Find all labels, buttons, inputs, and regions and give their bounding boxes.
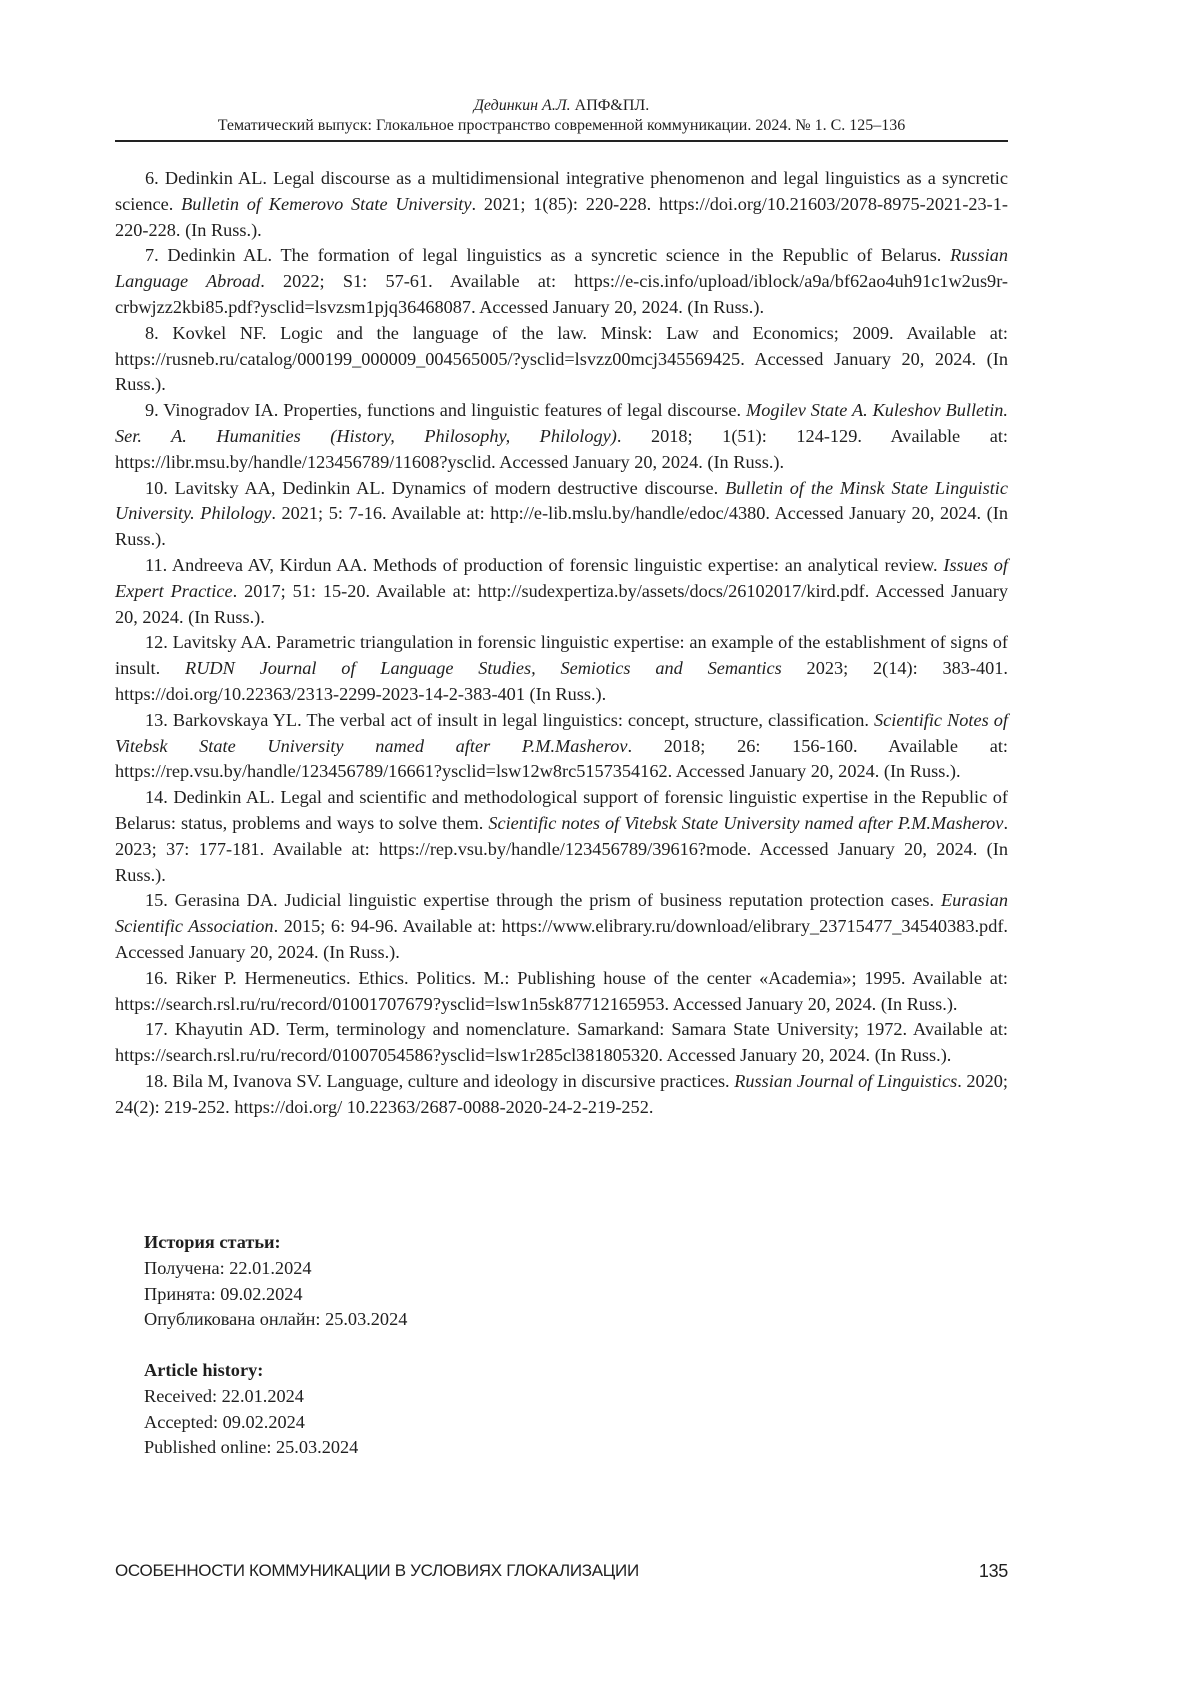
reference-journal: Eurasian Scientific Association	[115, 890, 1008, 937]
reference-journal: Scientific Notes of Vitebsk State University named after P.M.Masherov	[115, 709, 1008, 756]
reference-text: 6. Dedinkin AL. Legal discourse as a multidimensional integrative phenomenon and legal linguistics as a syncretic science.	[115, 168, 1008, 214]
reference-item	[115, 243, 1008, 320]
reference-item	[115, 398, 1008, 475]
reference-journal: Bulletin of the Minsk State Linguistic University. Philology	[115, 477, 1008, 524]
reference-list	[115, 166, 1008, 1120]
reference-journal: Bulletin of Kemerovo State University	[181, 193, 472, 214]
reference-journal: RUDN Journal of Language Studies, Semiotics and Semantics	[185, 658, 782, 679]
article-history-ru	[144, 1230, 744, 1333]
reference-details: . 2021; 1(85): 220-228. https://doi.org/10.21603/2078-8975-2021-23-1-220-228. (In Russ.).	[115, 193, 1008, 240]
history-ru-title: История статьи:	[144, 1232, 281, 1252]
reference-text: 12. Lavitsky AA. Parametric triangulation in forensic linguistic expertise: an example of the establishment of signs of insult.	[115, 632, 1008, 679]
reference-details: . 2022; S1: 57-61. Available at: https://e-cis.info/upload/iblock/a9a/bf62ao4uh91c1w2us9r-crbwjzz2kbi85.pdf?ysclid=lsvzsm1pjq36468087. Accessed January 20, 2024. (In Russ.).	[115, 271, 1009, 317]
reference-item	[115, 630, 1008, 707]
reference-journal: Russian Language Abroad	[115, 245, 1008, 292]
reference-item	[115, 321, 1008, 398]
reference-details: . 2015; 6: 94-96. Available at: https://www.elibrary.ru/download/elibrary_23715477_34540383.pdf. Accessed January 20, 2024. (In Russ.).	[115, 916, 1008, 962]
history-ru-published: Опубликована онлайн: 25.03.2024	[144, 1309, 408, 1330]
reference-details: . 2023; 37: 177-181. Available at: https://rep.vsu.by/handle/123456789/39616?mode. Accessed January 20, 2024. (In Russ.).	[115, 812, 1009, 885]
reference-text: 15. Gerasina DA. Judicial linguistic expertise through the prism of business reputation protection cases.	[145, 890, 941, 911]
history-en-title: Article history:	[144, 1360, 264, 1380]
running-head-issue-line: Тематический выпуск: Глокальное пространство современной коммуникации. 2024. № 1. С. 125–136	[217, 117, 906, 134]
reference-journal: Russian Journal of Linguistics	[734, 1070, 958, 1091]
reference-item	[115, 1017, 1008, 1069]
reference-details: . 2020; 24(2): 219-252. https://doi.org/ 10.22363/2687-0088-2020-24-2-219-252.	[115, 1070, 1008, 1117]
reference-item	[115, 166, 1008, 243]
reference-details: . 2018; 26: 156-160. Available at: https://rep.vsu.by/handle/123456789/16661?ysclid=lsw12w8rc5157354162. Accessed January 20, 2024. (In Russ.).	[115, 735, 1008, 782]
running-head	[115, 96, 1008, 136]
article-history-en	[144, 1358, 744, 1461]
history-ru-accepted: Принята: 09.02.2024	[144, 1283, 303, 1304]
reference-details: 2023; 2(14): 383-401. https://doi.org/10.22363/2313-2299-2023-14-2-383-401 (In Russ.).	[115, 658, 1009, 704]
reference-item	[115, 966, 1008, 1018]
reference-text: 17. Khayutin AD. Term, terminology and nomenclature. Samarkand: Samara State University; 1972. Available at: https://search.rsl.ru/ru/record/01007054586?ysclid=lsw1r285cl381805320. Accessed January 20, 2024. (In Russ.).	[115, 1019, 1008, 1066]
history-en-received: Received: 22.01.2024	[144, 1385, 304, 1406]
reference-text: 13. Barkovskaya YL. The verbal act of insult in legal linguistics: concept, structure, classification.	[145, 709, 875, 730]
reference-text: 7. Dedinkin AL. The formation of legal linguistics as a syncretic science in the Republic of Belarus.	[145, 245, 951, 266]
reference-journal: Issues of Expert Practice	[115, 554, 1009, 601]
reference-text: 18. Bila M, Ivanova SV. Language, culture and ideology in discursive practices.	[145, 1070, 735, 1091]
history-ru-received: Получена: 22.01.2024	[144, 1257, 312, 1278]
reference-item	[115, 888, 1008, 965]
reference-journal: Mogilev State A. Kuleshov Bulletin. Ser. A. Humanities (History, Philosophy, Philology)	[115, 400, 1009, 446]
reference-item	[115, 553, 1008, 630]
reference-details: . 2017; 51: 15-20. Available at: http://sudexpertiza.by/assets/docs/26102017/kird.pdf. Accessed January 20, 2024. (In Russ.).	[115, 580, 1008, 627]
footer-section-title: ОСОБЕННОСТИ КОММУНИКАЦИИ В УСЛОВИЯХ ГЛОКАЛИЗАЦИИ	[115, 1561, 639, 1580]
running-head-journal: АПФ&ПЛ.	[574, 97, 650, 114]
reference-item	[115, 476, 1008, 553]
reference-item	[115, 1069, 1008, 1121]
reference-details: . 2021; 5: 7-16. Available at: http://e-lib.mslu.by/handle/edoc/4380. Accessed January 20, 2024. (In Russ.).	[115, 503, 1008, 550]
reference-item	[115, 785, 1008, 888]
history-en-accepted: Accepted: 09.02.2024	[144, 1411, 305, 1432]
reference-text: 10. Lavitsky AA, Dedinkin AL. Dynamics of modern destructive discourse.	[145, 477, 726, 498]
reference-journal: Scientific notes of Vitebsk State University named after P.M.Masherov	[488, 812, 1004, 833]
page-number: 135	[978, 1561, 1008, 1581]
reference-details: . 2018; 1(51): 124-129. Available at: https://libr.msu.by/handle/123456789/11608?ysclid. Accessed January 20, 2024. (In Russ.).	[115, 425, 1008, 472]
reference-text: 16. Riker P. Hermeneutics. Ethics. Politics. M.: Publishing house of the center «Academia»; 1995. Available at: https://search.rsl.ru/ru/record/01001707679?ysclid=lsw1n5sk87712165953. Accessed January 20, 2024. (In Russ.).	[115, 967, 1008, 1014]
history-en-published: Published online: 25.03.2024	[144, 1437, 359, 1458]
running-head-author: Дединкин А.Л.	[473, 97, 571, 114]
reference-text: 11. Andreeva AV, Kirdun AA. Methods of production of forensic linguistic expertise: an analytical review.	[145, 554, 944, 575]
header-divider	[115, 140, 1008, 142]
running-head-line-1	[115, 96, 1008, 116]
reference-text: 9. Vinogradov IA. Properties, functions and linguistic features of legal discourse.	[145, 400, 746, 421]
reference-text: 8. Kovkel NF. Logic and the language of the law. Minsk: Law and Economics; 2009. Available at: https://rusneb.ru/catalog/000199_000009_004565005/?ysclid=lsvzz00mcj345569425. Accessed January 20, 2024. (In Russ.).	[115, 322, 1008, 395]
reference-text: 14. Dedinkin AL. Legal and scientific and methodological support of forensic linguistic expertise in the Republic of Belarus: status, problems and ways to solve them.	[115, 787, 1008, 833]
reference-item	[115, 708, 1008, 785]
